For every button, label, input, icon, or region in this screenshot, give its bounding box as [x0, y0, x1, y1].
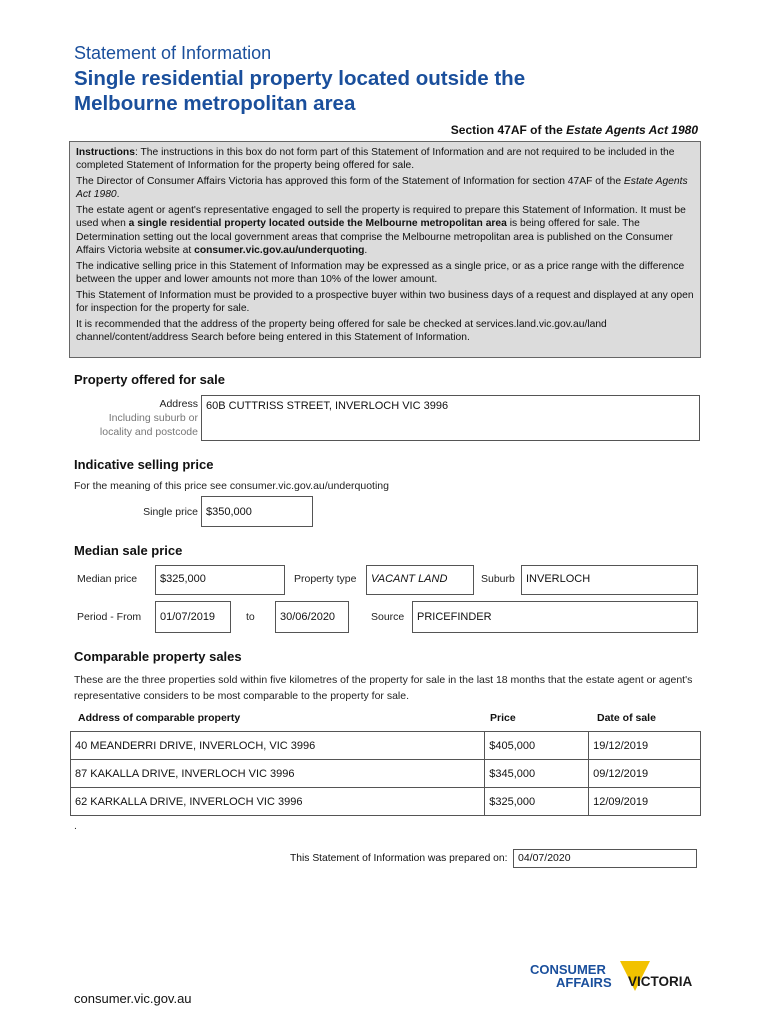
table-row	[71, 732, 701, 760]
prepared-label: This Statement of Information was prepared on:	[290, 853, 508, 864]
instructions-p1-text: : The instructions in this box do not form part of this Statement of Information and are not required to be included in the completed Statement of Information for the property being offered for sale.	[76, 147, 675, 172]
underquoting-link[interactable]: consumer.vic.gov.au/underquoting	[194, 244, 365, 256]
section-reference	[451, 123, 698, 137]
comparable-heading: Comparable property sales	[74, 649, 242, 664]
period-from-field[interactable]: 01/07/2019	[155, 601, 231, 633]
instructions-p3	[76, 204, 694, 256]
suburb-field[interactable]: INVERLOCH	[521, 565, 698, 595]
comparable-table	[70, 731, 701, 816]
period-to-label: to	[246, 611, 255, 623]
title-line-2: Melbourne metropolitan area	[74, 92, 356, 115]
footer-website[interactable]: consumer.vic.gov.au	[74, 991, 192, 1006]
col-address-header: Address of comparable property	[78, 712, 241, 724]
address-label-2: Including suburb or	[108, 412, 198, 424]
comparable-price[interactable]: $405,000	[485, 732, 589, 760]
section-act: Estate Agents Act 1980	[566, 123, 698, 137]
comparable-date[interactable]: 12/09/2019	[589, 788, 701, 816]
comparable-note: These are the three properties sold within five kilometres of the property for sale in the last 18 months that the estate agent or agent's representative considers to be most comparable to the property for sale.	[74, 674, 693, 702]
property-type-label: Property type	[294, 573, 357, 585]
instructions-p3-b: is being offered for sale. The Determination setting out the local government areas that comprise the Melbourne metropolitan area is published on the Consumer Affairs Victoria website at	[76, 218, 673, 256]
document-title	[74, 66, 694, 116]
source-label: Source	[371, 611, 405, 623]
comparable-date[interactable]: 19/12/2019	[589, 732, 701, 760]
period-from-label: Period - From	[77, 611, 142, 623]
instructions-p2-act: Estate Agents Act 1980	[76, 176, 688, 201]
comparable-address[interactable]: 40 MEANDERRI DRIVE, INVERLOCH, VIC 3996	[71, 732, 485, 760]
indicative-heading: Indicative selling price	[74, 457, 214, 472]
instructions-p2-end: .	[116, 189, 120, 201]
table-row	[71, 760, 701, 788]
instructions-p2-text: The Director of Consumer Affairs Victoria has approved this form of the Statement of Information for section 47AF of the	[76, 176, 624, 188]
address-label-1: Address	[159, 398, 198, 410]
instructions-p1	[76, 146, 694, 172]
suburb-label: Suburb	[481, 573, 515, 585]
address-label	[70, 397, 198, 439]
indicative-note: For the meaning of this price see consumer.vic.gov.au/underquoting	[74, 480, 389, 492]
instructions-box	[69, 141, 701, 358]
property-heading: Property offered for sale	[74, 372, 225, 387]
prepared-date-field[interactable]: 04/07/2020	[513, 849, 697, 868]
comparable-price[interactable]: $345,000	[485, 760, 589, 788]
median-heading: Median sale price	[74, 543, 183, 558]
document-subtitle: Statement of Information	[74, 43, 272, 63]
instructions-p2	[76, 175, 694, 201]
logo-consumer: CONSUMER	[530, 962, 606, 977]
source-field[interactable]: PRICEFINDER	[412, 601, 698, 633]
logo-victoria: VICTORIA	[628, 974, 693, 989]
instructions-label: Instructions	[76, 147, 135, 158]
table-row	[71, 788, 701, 816]
property-type-field[interactable]: VACANT LAND	[366, 565, 474, 595]
period-to-field[interactable]: 30/06/2020	[275, 601, 349, 633]
comparable-address[interactable]: 62 KARKALLA DRIVE, INVERLOCH VIC 3996	[71, 788, 485, 816]
col-price-header: Price	[490, 712, 516, 724]
section-prefix: Section 47AF of the	[450, 123, 567, 137]
instructions-p3-a: The estate agent or agent's representative engaged to sell the property is required to prepare this Statement of Information. It must be used when	[76, 205, 686, 230]
instructions-p6: It is recommended that the address of the property being offered for sale be checked at services.land.vic.gov.au/land channel/content/address Search before being entered in this Statement of Information.	[76, 319, 607, 344]
col-date-header: Date of sale	[597, 712, 656, 724]
single-price-label: Single price	[143, 506, 198, 518]
address-field[interactable]: 60B CUTTRISS STREET, INVERLOCH VIC 3996	[201, 395, 700, 441]
address-label-3: locality and postcode	[99, 426, 198, 438]
median-price-label: Median price	[77, 573, 138, 585]
title-line-1: Single residential property located outside the	[74, 67, 526, 90]
median-price-field[interactable]: $325,000	[155, 565, 285, 595]
comparable-price[interactable]: $325,000	[485, 788, 589, 816]
consumer-affairs-logo	[528, 958, 703, 998]
comparable-address[interactable]: 87 KAKALLA DRIVE, INVERLOCH VIC 3996	[71, 760, 485, 788]
instructions-p5: This Statement of Information must be provided to a prospective buyer within two business days of a request and displayed at any open for inspection for the property for sale.	[76, 289, 694, 315]
trailing-dot: .	[74, 820, 77, 832]
instructions-p3-end: .	[364, 244, 368, 256]
logo-affairs: AFFAIRS	[556, 975, 612, 990]
single-price-field[interactable]: $350,000	[201, 496, 313, 527]
instructions-p3-bold: a single residential property located outside the Melbourne metropolitan area	[128, 218, 507, 230]
instructions-p4: The indicative selling price in this Statement of Information may be expressed as a single price, or as a price range with the difference between the upper and lower amounts not more than 10% of the lower amount.	[76, 260, 685, 285]
comparable-date[interactable]: 09/12/2019	[589, 760, 701, 788]
